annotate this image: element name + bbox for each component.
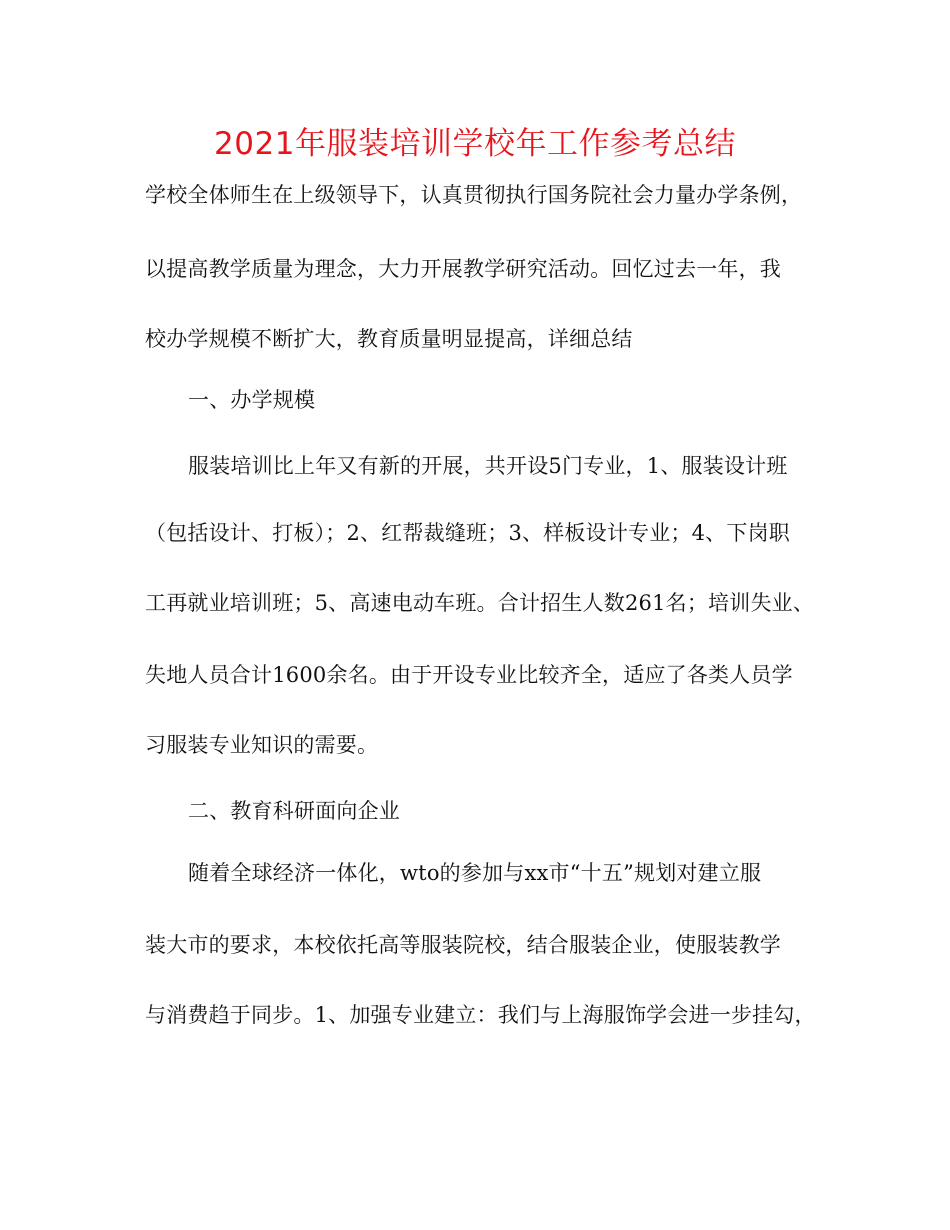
section-heading-2: 二、教育科研面向企业 [188, 799, 400, 823]
paragraph-line: 以提高教学质量为理念，大力开展教学研究活动。回忆过去一年，我 [145, 257, 781, 281]
paragraph-line: 随着全球经济一体化，wto的参加与xx市“十五”规划对建立服 [188, 861, 762, 885]
paragraph-line: 装大市的要求，本校依托高等服装院校，结合服装企业，使服装教学 [145, 933, 781, 957]
paragraph-line: 失地人员合计1600余名。由于开设专业比较齐全，适应了各类人员学 [145, 663, 793, 687]
paragraph-line: 与消费趋于同步。1、加强专业建立：我们与上海服饰学会进一步挂勾， [145, 1003, 816, 1027]
paragraph-line: 服装培训比上年又有新的开展，共开设5门专业，1、服装设计班 [188, 454, 788, 478]
section-heading-1: 一、办学规模 [188, 388, 316, 412]
paragraph-line: 学校全体师生在上级领导下，认真贯彻执行国务院社会力量办学条例， [145, 183, 803, 207]
paragraph-line: 校办学规模不断扩大，教育质量明显提高，详细总结 [145, 327, 633, 351]
paragraph-line: 习服装专业知识的需要。 [145, 733, 379, 757]
document-title: 2021年服装培训学校年工作参考总结 [214, 126, 736, 162]
paragraph-line: （包括设计、打板）；2、红帮裁缝班；3、样板设计专业；4、下岗职 [145, 521, 790, 545]
paragraph-line: 工再就业培训班；5、高速电动车班。合计招生人数261名；培训失业、 [145, 591, 815, 615]
